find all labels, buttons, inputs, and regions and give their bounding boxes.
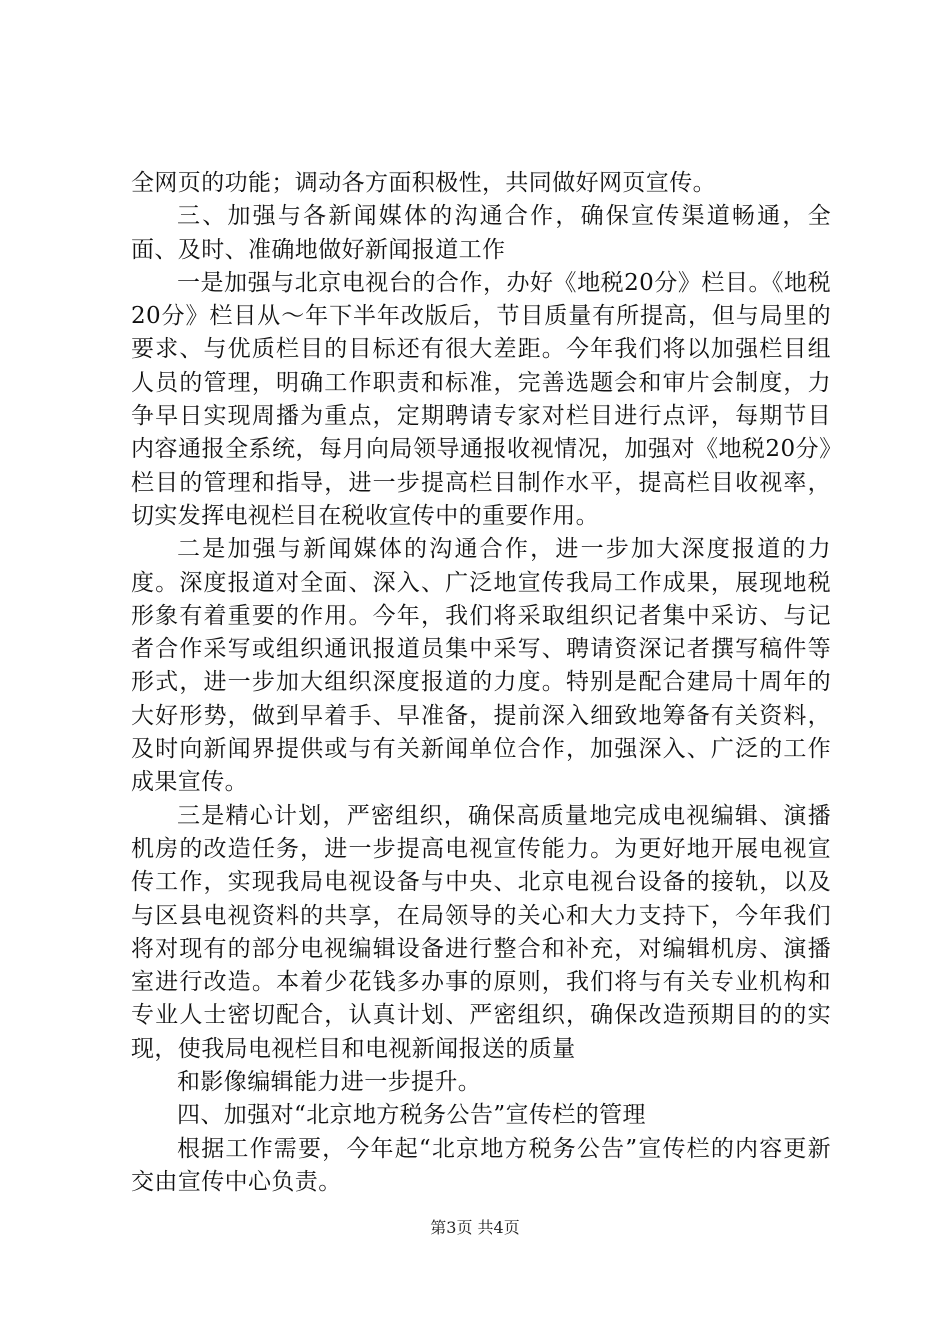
paragraph-4: 二是加强与新闻媒体的沟通合作，进一步加大深度报道的力度。深度报道对全面、深入、广泛地宣传我局工作成果，展现地税形象有着重要的作用。今年，我们将采取组织记者集中采访、与记者合作采写或组织通讯报道员集中采写、聘请资深记者撰写稿件等形式，进一步加大组织深度报道的力度。特别是配合建局十周年的大好形势，做到早着手、早准备，提前深入细致地筹备有关资料，及时向新闻界提供或与有关新闻单位合作，加强深入、广泛的工作成果宣传。 xyxy=(131,536,831,796)
page-number: 第3页 共4页 xyxy=(430,1218,520,1237)
page-footer xyxy=(0,1215,950,1238)
paragraph-8: 根据工作需要，今年起“北京地方税务公告”宣传栏的内容更新交由宣传中心负责。 xyxy=(131,1135,831,1195)
paragraph-2-heading: 三、加强与各新闻媒体的沟通合作，确保宣传渠道畅通，全面、及时、准确地做好新闻报道工作 xyxy=(131,203,831,263)
paragraph-1: 全网页的功能；调动各方面积极性，共同做好网页宣传。 xyxy=(131,170,716,196)
paragraph-5: 三是精心计划，严密组织，确保高质量地完成电视编辑、演播机房的改造任务，进一步提高电视宣传能力。为更好地开展电视宣传工作，实现我局电视设备与中央、北京电视台设备的接轨，以及与区县电视资料的共享，在局领导的关心和大力支持下，今年我们将对现有的部分电视编辑设备进行整合和补充，对编辑机房、演播室进行改造。本着少花钱多办事的原则，我们将与有关专业机构和专业人士密切配合，认真计划、严密组织，确保改造预期目的的实现，使我局电视栏目和电视新闻报送的质量 xyxy=(131,802,831,1062)
document-body xyxy=(131,167,831,1199)
paragraph-7-heading: 四、加强对“北京地方税务公告”宣传栏的管理 xyxy=(177,1102,646,1129)
paragraph-6: 和影像编辑能力进一步提升。 xyxy=(177,1069,482,1096)
paragraph-3: 一是加强与北京电视台的合作，办好《地税20分》栏目。《地税20分》栏目从～年下半年改版后，节目质量有所提高，但与局里的要求、与优质栏目的目标还有很大差距。今年我们将以加强栏目组人员的管理，明确工作职责和标准，完善选题会和审片会制度，力争早日实现周播为重点，定期聘请专家对栏目进行点评，每期节目内容通报全系统，每月向局领导通报收视情况，加强对《地税20分》栏目的管理和指导，进一步提高栏目制作水平，提高栏目收视率，切实发挥电视栏目在税收宣传中的重要作用。 xyxy=(131,269,831,529)
